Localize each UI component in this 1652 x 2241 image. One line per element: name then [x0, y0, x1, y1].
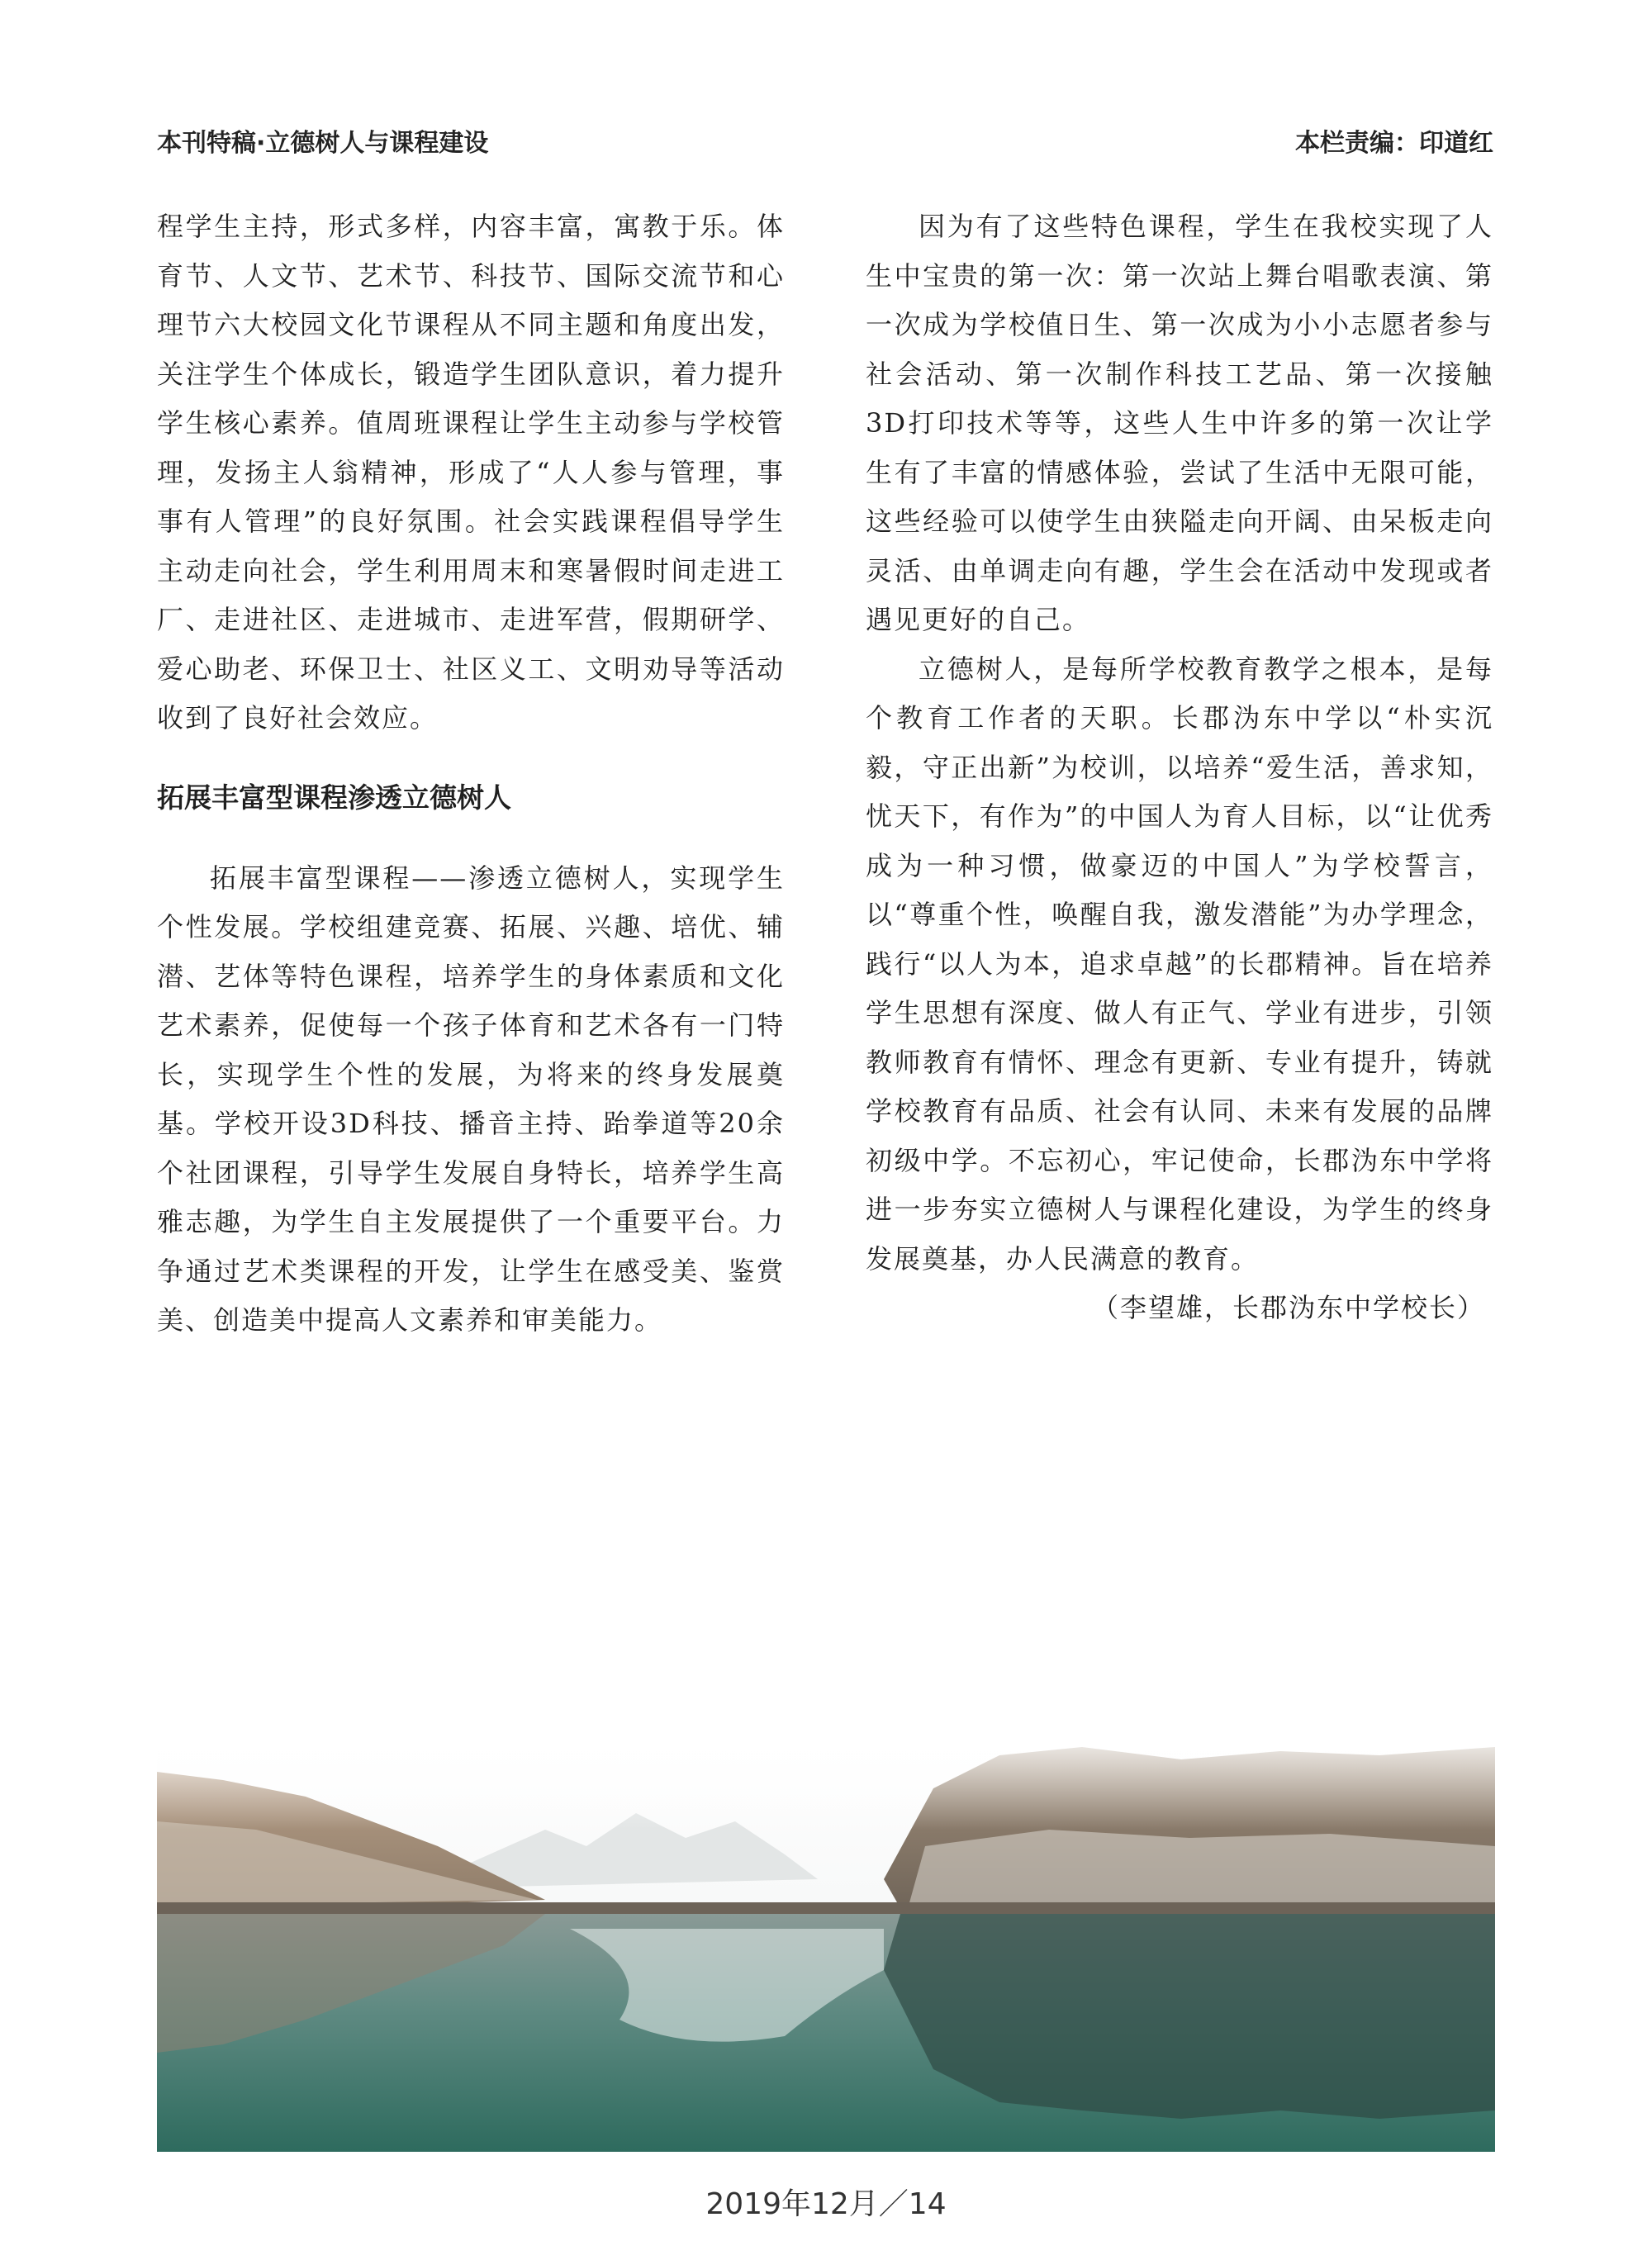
- page-header: [157, 122, 1493, 172]
- page-number: 2019年12月／14: [705, 2187, 947, 2221]
- paragraph: 程学生主持，形式多样，内容丰富，寓教于乐。体育节、人文节、艺术节、科技节、国际交流节和心理节六大校园文化节课程从不同主题和角度出发，关注学生个体成长，锻造学生团队意识，着力提升学生核心素养。值周班课程让学生主动参与学校管理，发扬主人翁精神，形成了“人人参与管理，事事有人管理”的良好氛围。社会实践课程倡导学生主动走向社会，学生利用周末和寒暑假时间走进工厂、走进社区、走进城市、走进军营，假期研学、爱心助老、环保卫士、社区义工、文明劝导等活动收到了良好社会效应。: [157, 211, 785, 734]
- section-heading: 拓展丰富型课程渗透立德树人: [157, 781, 511, 814]
- paragraph: 因为有了这些特色课程，学生在我校实现了人生中宝贵的第一次：第一次站上舞台唱歌表演、第一次成为学校值日生、第一次成为小小志愿者参与社会活动、第一次制作科技工艺品、第一次接触3D打印技术等等，这些人生中许多的第一次让学生有了丰富的情感体验，尝试了生活中无限可能，这些经验可以使学生由狭隘走向开阔、由呆板走向灵活、由单调走向有趣，学生会在活动中发现或者遇见更好的自己。: [866, 211, 1493, 635]
- author-signature: （李望雄，长郡沩东中学校长）: [1091, 1292, 1485, 1323]
- paragraph: 拓展丰富型课程——渗透立德树人，实现学生个性发展。学校组建竞赛、拓展、兴趣、培优、辅潜、艺体等特色课程，培养学生的身体素质和文化艺术素养，促使每一个孩子体育和艺术各有一门特长，实现学生个性的发展，为将来的终身发展奠基。学校开设3D科技、播音主持、跆拳道等20余个社团课程，引导学生发展自身特长，培养学生高雅志趣，为学生自主发展提供了一个重要平台。力争通过艺术类课程的开发，让学生在感受美、鉴赏美、创造美中提高人文素养和审美能力。: [157, 862, 785, 1336]
- paragraph: 立德树人，是每所学校教育教学之根本，是每个教育工作者的天职。长郡沩东中学以“朴实沉毅，守正出新”为校训，以培养“爱生活，善求知，忧天下，有作为”的中国人为育人目标，以“让优秀成为一种习惯，做豪迈的中国人”为学校誓言，以“尊重个性，唤醒自我，激发潜能”为办学理念，践行“以人为本，追求卓越”的长郡精神。旨在培养学生思想有深度、做人有正气、学业有进步，引领教师教育有情怀、理念有更新、专业有提升，铸就学校教育有品质、社会有认同、未来有发展的品牌初级中学。不忘初心，牢记使命，长郡沩东中学将进一步夯实立德树人与课程化建设，为学生的终身发展奠基，办人民满意的教育。: [866, 653, 1493, 1275]
- editor-credit: 本栏责编：印道红: [1295, 129, 1493, 158]
- column-title: 本刊特稿·立德树人与课程建设: [157, 129, 489, 158]
- left-column: [157, 202, 785, 1346]
- mountain-lake-photo: [157, 1722, 1495, 2152]
- right-column: [866, 202, 1493, 1333]
